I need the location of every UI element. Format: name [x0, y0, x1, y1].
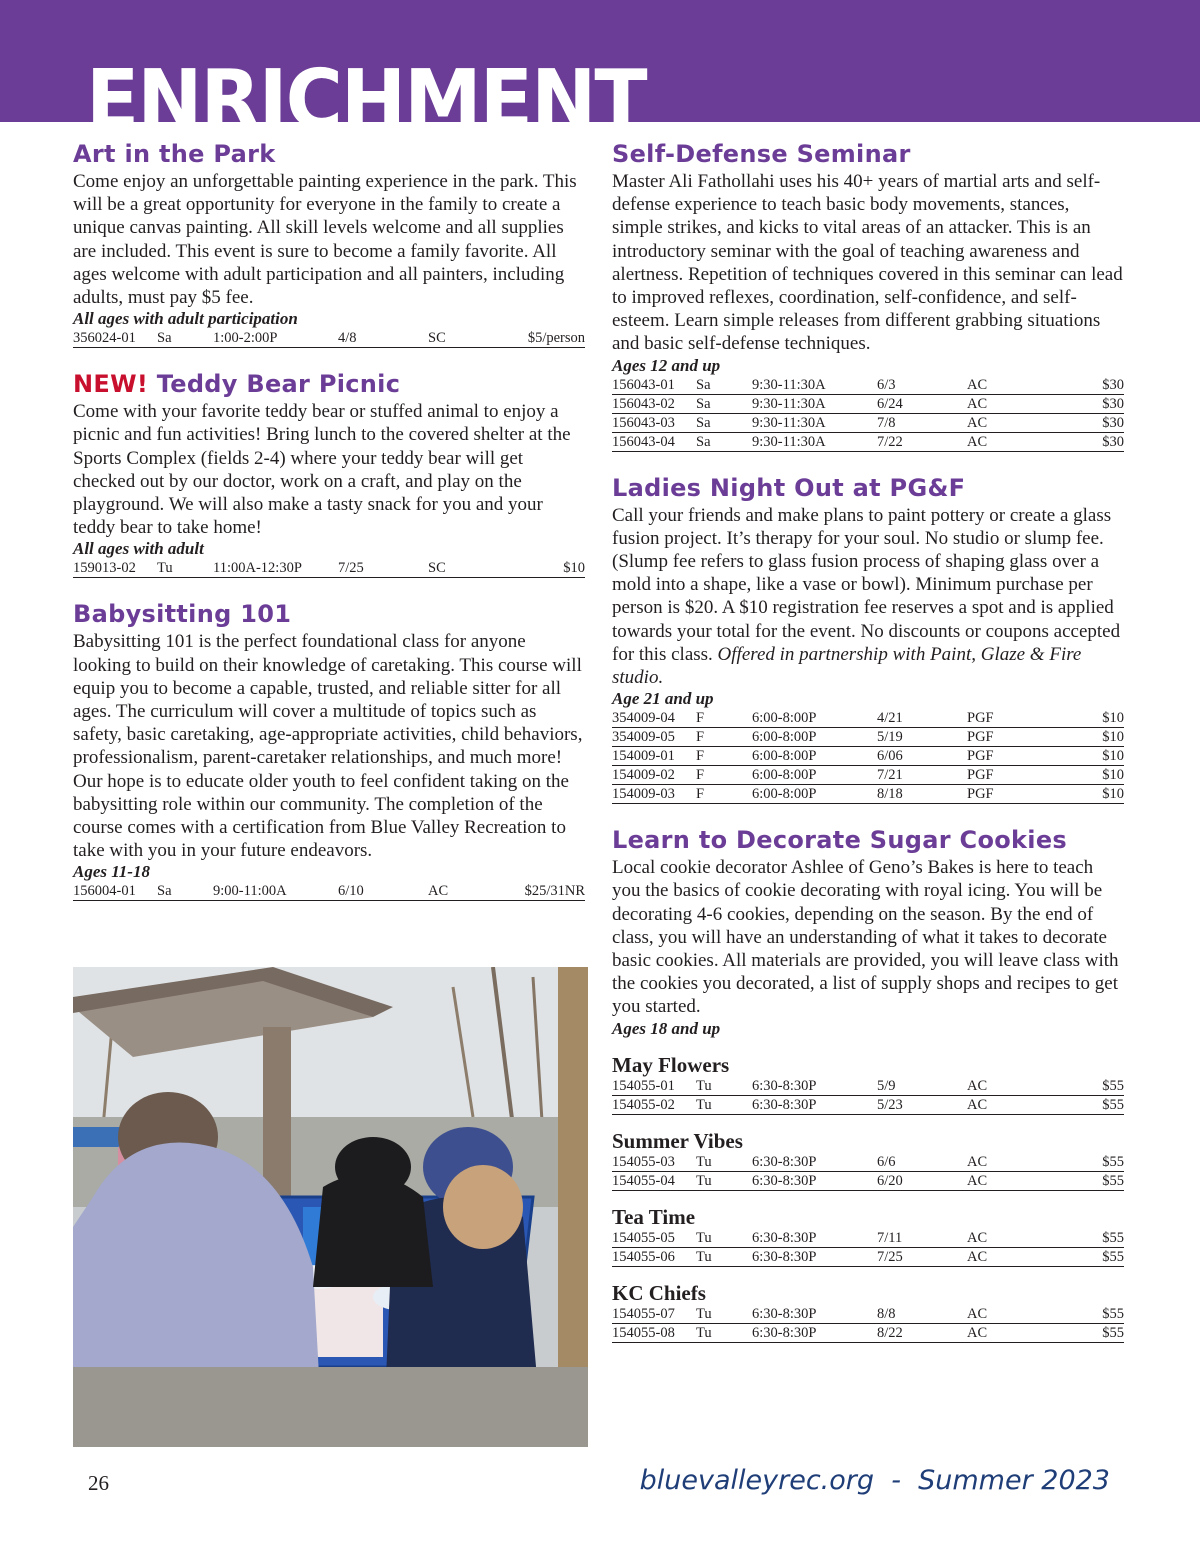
session-fee: $10 [1037, 728, 1124, 747]
session-date: 7/21 [877, 766, 967, 785]
section-title-text: Teddy Bear Picnic [156, 370, 401, 399]
session-loc: AC [967, 432, 1037, 451]
session-loc: PGF [967, 766, 1037, 785]
new-badge: NEW! [73, 370, 149, 399]
section-description: Master Ali Fathollahi uses his 40+ years of martial arts and self-defense experience to teach basic body movements, stances, simple strikes, and kicks to vital areas of an attacker. This is an introductory seminar with the goal of teaching awareness and alertness. Repetition of techniques covered in this seminar can lead to improved reflexes, coordination, self-confidence, and self-esteem. Learn simple releases from different grabbing situations and basic self-defense techniques. [612, 171, 1123, 355]
session-fee: $25/31NR [498, 882, 585, 901]
session-day: Tu [696, 1247, 752, 1266]
session-row [612, 1229, 1124, 1248]
group-title: Summer Vibes [612, 1128, 743, 1153]
session-time: 9:30-11:30A [752, 376, 877, 395]
session-time: 6:30-8:30P [752, 1153, 877, 1172]
session-row [612, 766, 1124, 785]
session-loc: AC [967, 1229, 1037, 1248]
session-date: 4/8 [338, 329, 428, 348]
session-row [73, 882, 585, 901]
session-day: Sa [696, 413, 752, 432]
session-time: 6:30-8:30P [752, 1077, 877, 1096]
session-time: 6:30-8:30P [752, 1305, 877, 1324]
session-day: Tu [696, 1077, 752, 1096]
session-day: Sa [696, 376, 752, 395]
session-row [612, 1095, 1124, 1114]
session-row [612, 376, 1124, 395]
session-time: 6:00-8:00P [752, 728, 877, 747]
session-day: F [696, 766, 752, 785]
session-row [612, 1247, 1124, 1266]
session-row [73, 559, 585, 578]
session-time: 6:00-8:00P [752, 747, 877, 766]
session-code: 154055-01 [612, 1077, 696, 1096]
session-code: 156043-02 [612, 394, 696, 413]
group-title: KC Chiefs [612, 1280, 706, 1305]
session-fee: $30 [1037, 432, 1124, 451]
session-table [612, 376, 1124, 452]
session-table [612, 709, 1124, 804]
age-range: Ages 12 and up [612, 355, 721, 375]
session-table [612, 1153, 1124, 1191]
session-code: 156043-04 [612, 432, 696, 451]
session-day: F [696, 785, 752, 804]
session-loc: AC [967, 413, 1037, 432]
session-row [612, 1171, 1124, 1190]
session-time: 6:30-8:30P [752, 1323, 877, 1342]
cookie-group-summer-vibes [612, 1129, 1124, 1191]
session-code: 154055-08 [612, 1323, 696, 1342]
session-date: 6/06 [877, 747, 967, 766]
session-loc: PGF [967, 747, 1037, 766]
session-fee: $55 [1037, 1077, 1124, 1096]
session-fee: $30 [1037, 376, 1124, 395]
session-row [612, 1153, 1124, 1172]
session-fee: $10 [498, 559, 585, 578]
session-fee: $55 [1037, 1323, 1124, 1342]
session-time: 9:00-11:00A [213, 882, 338, 901]
session-fee: $55 [1037, 1229, 1124, 1248]
footer-separator: - [891, 1465, 901, 1496]
session-code: 154055-04 [612, 1171, 696, 1190]
session-date: 7/25 [338, 559, 428, 578]
cookie-group-tea-time [612, 1205, 1124, 1267]
session-loc: SC [428, 559, 498, 578]
session-fee: $10 [1037, 709, 1124, 728]
session-code: 154055-03 [612, 1153, 696, 1172]
cookie-group-kc-chiefs [612, 1281, 1124, 1343]
session-row [612, 1077, 1124, 1096]
session-day: F [696, 728, 752, 747]
session-fee: $10 [1037, 785, 1124, 804]
session-code: 156043-01 [612, 376, 696, 395]
session-time: 6:00-8:00P [752, 766, 877, 785]
session-loc: AC [967, 1077, 1037, 1096]
session-fee: $10 [1037, 747, 1124, 766]
session-fee: $55 [1037, 1305, 1124, 1324]
session-date: 5/9 [877, 1077, 967, 1096]
section-description: Come with your favorite teddy bear or stuffed animal to enjoy a picnic and fun activities! Bring lunch to the covered shelter at the Sports Complex (fields 2-4) where your teddy bear will get checked out by our doctor, work on a craft, and play on the playground. We will also make a tasty snack for you and your teddy bear to take home! [73, 401, 571, 539]
session-table [612, 1229, 1124, 1267]
session-time: 11:00A-12:30P [213, 559, 338, 578]
session-day: Tu [696, 1323, 752, 1342]
session-loc: AC [967, 1247, 1037, 1266]
session-day: Tu [696, 1171, 752, 1190]
session-date: 8/8 [877, 1305, 967, 1324]
session-table [612, 1305, 1124, 1343]
session-time: 6:00-8:00P [752, 785, 877, 804]
session-loc: PGF [967, 728, 1037, 747]
age-range: Age 21 and up [612, 689, 714, 709]
session-day: Sa [696, 394, 752, 413]
session-date: 6/20 [877, 1171, 967, 1190]
session-table [73, 329, 585, 348]
session-date: 7/8 [877, 413, 967, 432]
session-code: 154055-02 [612, 1095, 696, 1114]
session-time: 9:30-11:30A [752, 394, 877, 413]
session-code: 356024-01 [73, 329, 157, 348]
session-date: 6/3 [877, 376, 967, 395]
session-row [612, 709, 1124, 728]
session-table [73, 882, 585, 901]
session-time: 6:30-8:30P [752, 1171, 877, 1190]
session-fee: $55 [1037, 1247, 1124, 1266]
session-day: Tu [157, 559, 213, 578]
session-day: Tu [696, 1095, 752, 1114]
session-fee: $55 [1037, 1095, 1124, 1114]
session-code: 156004-01 [73, 882, 157, 901]
session-day: Tu [696, 1229, 752, 1248]
section-description: Come enjoy an unforgettable painting experience in the park. This will be a great opportunity for everyone in the family to create a unique canvas painting. All skill levels welcome and all supplies are included. This event is sure to become a family favorite. All ages welcome with adult participation and all painters, including adults, must pay $5 fee. [73, 171, 577, 309]
section-description: Babysitting 101 is the perfect foundational class for anyone looking to build on their knowledge of caretaking. This course will equip you to become a capable, trusted, and reliable sitter for all ages. The curriculum will cover a multitude of topics such as safety, basic caretaking, age-appropriate activities, child behaviors, professionalism, parent-caretaker relationships, and much more! Our hope is to educate older youth to feel confident taking on the babysitting role within our community. The completion of the course comes with a certification from Blue Valley Recreation to take with you in your future endeavors. [73, 631, 583, 862]
session-day: Sa [157, 882, 213, 901]
age-range: Ages 18 and up [612, 1018, 721, 1038]
session-time: 6:30-8:30P [752, 1095, 877, 1114]
session-loc: AC [428, 882, 498, 901]
session-day: Sa [696, 432, 752, 451]
group-title: May Flowers [612, 1052, 730, 1077]
session-loc: AC [967, 1153, 1037, 1172]
section-title: Learn to Decorate Sugar Cookies [612, 826, 1067, 855]
session-code: 354009-04 [612, 709, 696, 728]
section-description: Local cookie decorator Ashlee of Geno’s Bakes is here to teach you the basics of cookie decorating with royal icing. You will be decorating 4-6 cookies, depending on the season. By the end of class, you will have an understanding of what it takes to decorate basic cookies. All materials are provided, you will leave class with the cookies you decorated, a list of supply shops and recipes to get you started. [612, 857, 1119, 1018]
session-row [612, 728, 1124, 747]
session-fee: $5/person [498, 329, 585, 348]
footer-credit [640, 1464, 1110, 1498]
session-day: F [696, 709, 752, 728]
partner-note: Offered in partnership with Paint, Glaze & Fire studio. [612, 643, 1082, 689]
session-date: 5/19 [877, 728, 967, 747]
session-row [612, 1323, 1124, 1342]
session-date: 4/21 [877, 709, 967, 728]
session-date: 8/18 [877, 785, 967, 804]
session-fee: $55 [1037, 1171, 1124, 1190]
session-day: Tu [696, 1153, 752, 1172]
session-row [612, 432, 1124, 451]
session-row [612, 413, 1124, 432]
session-code: 154055-05 [612, 1229, 696, 1248]
section-title: Self-Defense Seminar [612, 140, 911, 168]
session-date: 7/11 [877, 1229, 967, 1248]
session-code: 156043-03 [612, 413, 696, 432]
session-date: 6/10 [338, 882, 428, 901]
age-range: All ages with adult participation [73, 309, 298, 329]
session-time: 6:00-8:00P [752, 709, 877, 728]
session-loc: PGF [967, 709, 1037, 728]
photo-painting-picnic [73, 967, 588, 1447]
art-in-the-park-section [73, 138, 585, 348]
sugar-cookies-section [612, 824, 1124, 1342]
session-code: 154009-01 [612, 747, 696, 766]
session-date: 7/25 [877, 1247, 967, 1266]
left-column [73, 138, 585, 921]
session-day: Sa [157, 329, 213, 348]
session-code: 154055-06 [612, 1247, 696, 1266]
session-date: 6/6 [877, 1153, 967, 1172]
babysitting-101-section [73, 598, 585, 901]
session-loc: AC [967, 1305, 1037, 1324]
session-loc: AC [967, 394, 1037, 413]
session-row [612, 785, 1124, 804]
session-time: 9:30-11:30A [752, 413, 877, 432]
session-day: Tu [696, 1305, 752, 1324]
section-title: Art in the Park [73, 140, 276, 168]
session-table [73, 559, 585, 578]
section-title [73, 368, 585, 400]
session-code: 159013-02 [73, 559, 157, 578]
session-loc: SC [428, 329, 498, 348]
description-text: Call your friends and make plans to paint pottery or create a glass fusion project. It’s therapy for your soul. No studio or slump fee. (Slump fee refers to glass fusion process of shaping glass over a mold into a shape, like a vase or bowl). Minimum purchase per person is $20. A $10 registration fee reserves a spot and is applied towards your total for the event. No discounts or coupons accepted for this class. [612, 504, 1121, 665]
session-loc: AC [967, 1095, 1037, 1114]
page-title: ENRICHMENT [86, 53, 646, 148]
section-title: Babysitting 101 [73, 600, 292, 629]
session-loc: AC [967, 376, 1037, 395]
session-date: 6/24 [877, 394, 967, 413]
session-time: 9:30-11:30A [752, 432, 877, 451]
session-date: 5/23 [877, 1095, 967, 1114]
section-title: Ladies Night Out at PG&F [612, 473, 966, 502]
session-code: 154009-02 [612, 766, 696, 785]
session-code: 354009-05 [612, 728, 696, 747]
ladies-night-section [612, 472, 1124, 805]
self-defense-section [612, 138, 1124, 452]
session-date: 7/22 [877, 432, 967, 451]
right-column [612, 138, 1124, 1363]
cookie-group-may-flowers [612, 1053, 1124, 1115]
session-time: 6:30-8:30P [752, 1247, 877, 1266]
session-row [73, 329, 585, 348]
session-loc: PGF [967, 785, 1037, 804]
session-fee: $10 [1037, 766, 1124, 785]
session-time: 1:00-2:00P [213, 329, 338, 348]
session-time: 6:30-8:30P [752, 1229, 877, 1248]
session-loc: AC [967, 1171, 1037, 1190]
session-day: F [696, 747, 752, 766]
session-table [612, 1077, 1124, 1115]
session-fee: $30 [1037, 413, 1124, 432]
session-code: 154055-07 [612, 1305, 696, 1324]
teddy-bear-picnic-section [73, 368, 585, 578]
age-range: All ages with adult [73, 539, 204, 559]
group-title: Tea Time [612, 1204, 696, 1229]
page-number: 26 [88, 1471, 109, 1495]
session-row [612, 394, 1124, 413]
footer-site-link[interactable]: bluevalleyrec.org [639, 1465, 875, 1496]
session-fee: $55 [1037, 1153, 1124, 1172]
age-range: Ages 11-18 [73, 862, 150, 882]
section-description [612, 504, 1124, 690]
session-code: 154009-03 [612, 785, 696, 804]
session-row [612, 1305, 1124, 1324]
session-loc: AC [967, 1323, 1037, 1342]
session-fee: $30 [1037, 394, 1124, 413]
session-row [612, 747, 1124, 766]
session-date: 8/22 [877, 1323, 967, 1342]
footer-season: Summer 2023 [918, 1465, 1110, 1496]
